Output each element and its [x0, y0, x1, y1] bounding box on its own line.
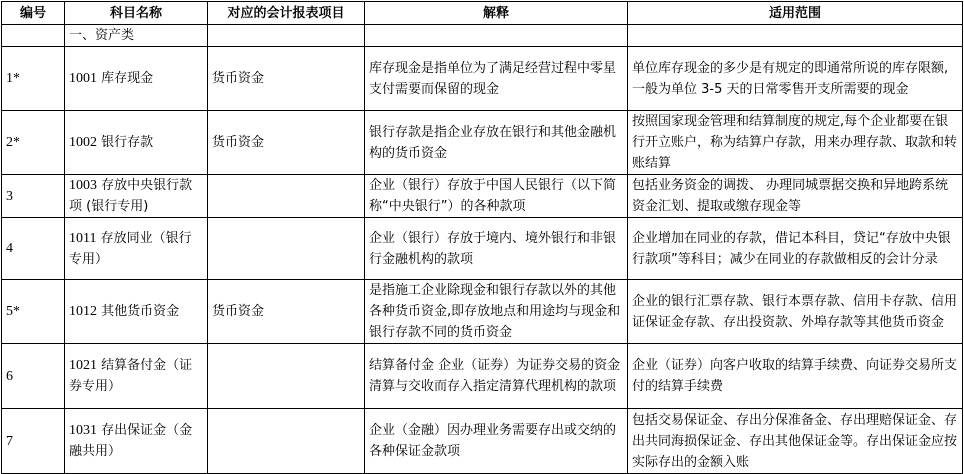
header-item: 对应的会计报表项目 — [208, 2, 365, 25]
scope: 企业（证券）向客户收取的结算手续费、向证券交易所支付的结算手续费 — [628, 344, 963, 409]
account-name — [65, 344, 208, 409]
account-code: 1003 — [69, 178, 97, 193]
table-row — [2, 111, 963, 175]
description: 企业（银行）存放于境内、境外银行和非银行金融机构的款项 — [365, 218, 628, 280]
report-item — [208, 218, 365, 280]
report-item: 货币资金 — [208, 47, 365, 111]
account-title: 银行存款 — [97, 135, 154, 150]
account-name — [65, 280, 208, 344]
scope: 包括交易保证金、存出分保准备金、存出理赔保证金、存出共同海损保证金、存出其他保证金等。存出保证金应按实际存出的金额入账 — [628, 409, 963, 474]
account-code: 1002 — [69, 135, 97, 150]
report-item: 货币资金 — [208, 111, 365, 175]
account-name — [65, 175, 208, 218]
section-row — [2, 25, 963, 47]
header-row — [2, 2, 963, 25]
scope: 按照国家现金管理和结算制度的规定,每个企业都要在银行开立账户，称为结算户存款，用来办理存款、取款和转账结算 — [628, 111, 963, 175]
description: 银行存款是指企业存放在银行和其他金融机构的货币资金 — [365, 111, 628, 175]
table-row — [2, 175, 963, 218]
table-row — [2, 218, 963, 280]
account-name — [65, 409, 208, 474]
description: 是指施工企业除现金和银行存款以外的其他各种货币资金,即存放地点和用途均与现金和银行存款不同的货币资金 — [365, 280, 628, 344]
scope: 包括业务资金的调拨、 办理同城票据交换和异地跨系统资金汇划、提取或缴存现金等 — [628, 175, 963, 218]
account-title: 存放中央银行款项 (银行专用) — [69, 178, 193, 214]
account-title: 库存现金 — [97, 71, 154, 86]
row-number: 7 — [2, 409, 65, 474]
table-row — [2, 280, 963, 344]
header-name: 科目名称 — [65, 2, 208, 25]
account-title: 存放同业（银行专用） — [69, 230, 192, 267]
header-scope: 适用范围 — [628, 2, 963, 25]
account-code: 1031 — [69, 423, 97, 438]
row-number: 5* — [2, 280, 65, 344]
scope: 企业的银行汇票存款、银行本票存款、信用卡存款、信用证保证金存款、存出投资款、外埠存款等其他货币资金 — [628, 280, 963, 344]
row-number: 3 — [2, 175, 65, 218]
table-row — [2, 409, 963, 474]
description: 结算备付金 企业（证券）为证券交易的资金清算与交收而存入指定清算代理机构的款项 — [365, 344, 628, 409]
report-item: 货币资金 — [208, 280, 365, 344]
description: 库存现金是指单位为了满足经营过程中零星支付需要而保留的现金 — [365, 47, 628, 111]
header-desc: 解释 — [365, 2, 628, 25]
account-name — [65, 47, 208, 111]
report-item — [208, 409, 365, 474]
section-label: 一、资产类 — [65, 25, 208, 47]
table-row — [2, 344, 963, 409]
account-name — [65, 111, 208, 175]
account-title: 其他货币资金 — [97, 304, 180, 319]
report-item — [208, 344, 365, 409]
accounts-table — [1, 1, 963, 474]
row-number: 2* — [2, 111, 65, 175]
row-number: 1* — [2, 47, 65, 111]
account-name — [65, 218, 208, 280]
table-row — [2, 47, 963, 111]
account-title: 结算备付金（证券专用） — [69, 358, 193, 394]
account-code: 1001 — [69, 71, 97, 86]
row-number: 4 — [2, 218, 65, 280]
description: 企业（金融）因办理业务需要存出或交纳的各种保证金款项 — [365, 409, 628, 474]
header-no: 编号 — [2, 2, 65, 25]
report-item — [208, 175, 365, 218]
row-number: 6 — [2, 344, 65, 409]
account-title: 存出保证金（金融共用） — [69, 423, 193, 459]
account-code: 1012 — [69, 304, 97, 319]
account-code: 1011 — [69, 230, 97, 246]
scope: 单位库存现金的多少是有规定的即通常所说的库存限额,一般为单位 3-5 天的日常零售开支所需要的现金 — [628, 47, 963, 111]
account-code: 1021 — [69, 358, 97, 373]
description: 企业（银行）存放于中国人民银行（以下简称“中央银行”）的各种款项 — [365, 175, 628, 218]
scope: 企业增加在同业的存款，借记本科目，贷记“存放中央银行款项”等科目；减少在同业的存款做相反的会计分录 — [628, 218, 963, 280]
